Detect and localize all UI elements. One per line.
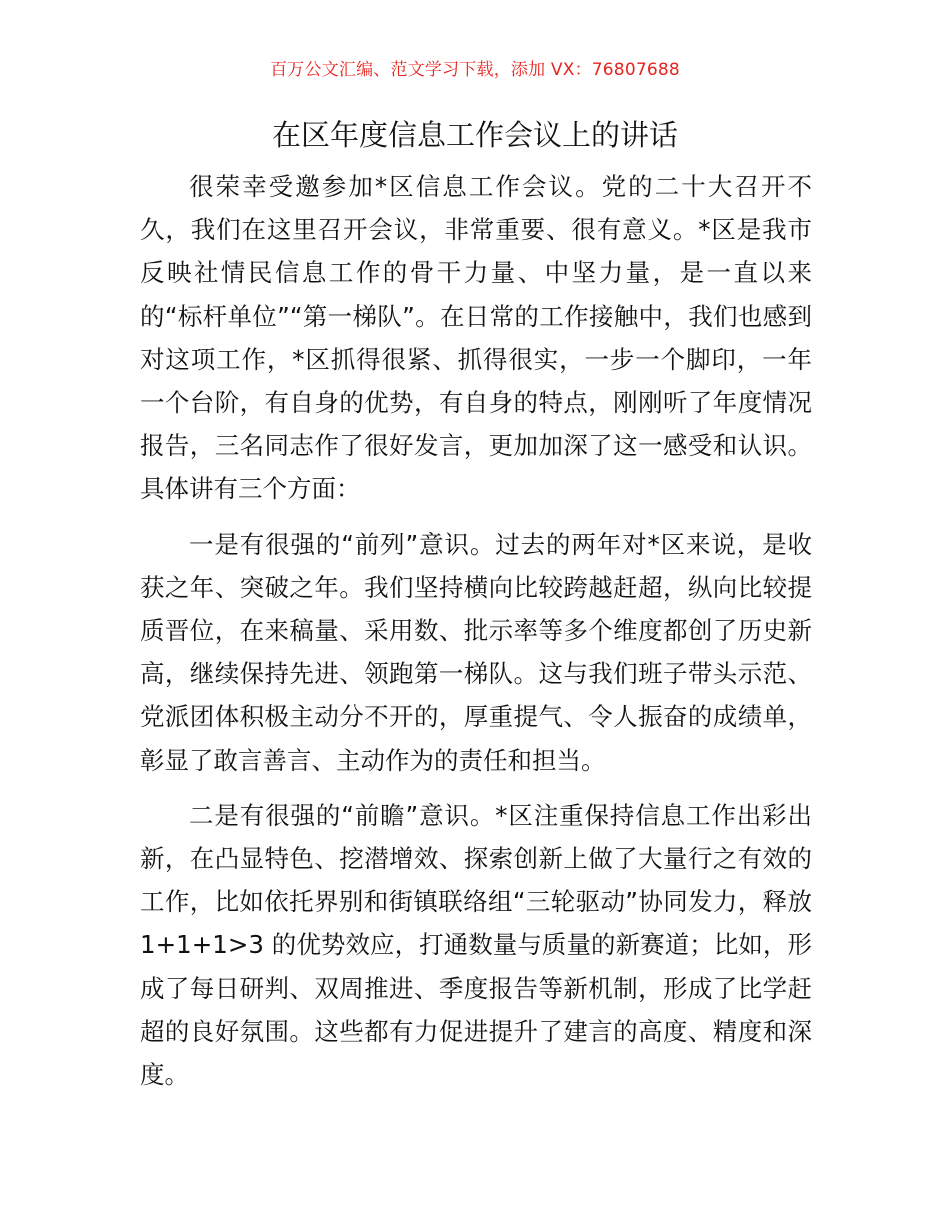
document-body	[140, 165, 812, 1108]
paragraph-intro: 很荣幸受邀参加*区信息工作会议。党的二十大召开不久，我们在这里召开会议，非常重要、很有意义。*区是我市反映社情民信息工作的骨干力量、中坚力量，是一直以来的“标杆单位”“第一梯队”。在日常的工作接触中，我们也感到对这项工作，*区抓得很紧、抓得很实，一步一个脚印，一年一个台阶，有自身的优势，有自身的特点，刚刚听了年度情况报告，三名同志作了很好发言，更加加深了这一感受和认识。具体讲有三个方面：	[140, 172, 812, 504]
paragraph-point-one: 一是有很强的“前列”意识。过去的两年对*区来说，是收获之年、突破之年。我们坚持横向比较跨越赶超，纵向比较提质晋位，在来稿量、采用数、批示率等多个维度都创了历史新高，继续保持先进、领跑第一梯队。这与我们班子带头示范、党派团体积极主动分不开的，厚重提气、令人振奋的成绩单，彰显了敢言善言、主动作为的责任和担当。	[140, 529, 812, 775]
watermark-banner: 百万公文汇编、范文学习下载，添加 VX：76807688	[270, 60, 680, 80]
paragraph-point-two: 二是有很强的“前瞻”意识。*区注重保持信息工作出彩出新，在凸显特色、挖潜增效、探索创新上做了大量行之有效的工作，比如依托界别和街镇联络组“三轮驱动”协同发力，释放 1+1+1>3 的优势效应，打通数量与质量的新赛道；比如，形成了每日研判、双周推进、季度报告等新机制，形成了比学赶超的良好氛围。这些都有力促进提升了建言的高度、精度和深度。	[140, 800, 812, 1090]
page-title: 在区年度信息工作会议上的讲话	[271, 118, 678, 152]
